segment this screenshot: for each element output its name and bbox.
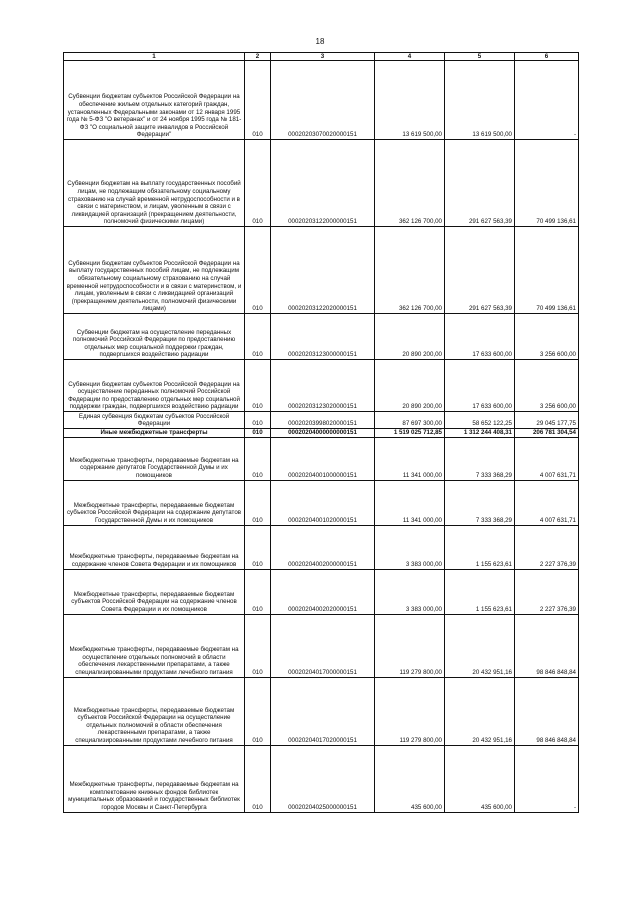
row-line-code: 010	[245, 360, 271, 412]
row-unexecuted-amount: 98 846 848,84	[515, 677, 579, 745]
row-unexecuted-amount: 3 256 600,00	[515, 360, 579, 412]
row-executed-amount: 1 312 244 408,31	[445, 429, 515, 438]
table-row	[64, 227, 579, 314]
row-description: Субвенции бюджетам на выплату государственных пособий лицам, не подлежащим обязательному социальному страхованию на случай временной нетрудоспособности и в связи с материнством, и лицам, уволенным в связи с ликвидацией организаций (прекращением деятельности, полномочий физическими лицами)	[64, 140, 245, 227]
row-budget-classification-code: 00020203123020000151	[271, 360, 375, 412]
row-budget-classification-code: 00020203070020000151	[271, 61, 375, 140]
row-unexecuted-amount: 2 227 376,39	[515, 569, 579, 614]
row-line-code: 010	[245, 437, 271, 480]
row-executed-amount: 17 633 600,00	[445, 360, 515, 412]
row-executed-amount: 1 155 623,61	[445, 525, 515, 569]
row-approved-amount: 362 126 700,00	[375, 140, 445, 227]
table-row	[64, 525, 579, 569]
row-line-code: 010	[245, 677, 271, 745]
table-row	[64, 569, 579, 614]
row-executed-amount: 291 627 563,39	[445, 140, 515, 227]
row-budget-classification-code: 00020203123000000151	[271, 314, 375, 360]
column-header: 6	[515, 53, 579, 61]
row-budget-classification-code: 00020203122020000151	[271, 227, 375, 314]
table-row	[64, 314, 579, 360]
row-budget-classification-code: 00020203122000000151	[271, 140, 375, 227]
page-number: 18	[315, 37, 325, 46]
row-unexecuted-amount: 70 499 136,61	[515, 140, 579, 227]
row-description: Иные межбюджетные трансферты	[64, 429, 245, 438]
row-line-code: 010	[245, 745, 271, 812]
row-description: Межбюджетные трансферты, передаваемые бюджетам на содержание депутатов Государственной Думы и их помощников	[64, 437, 245, 480]
row-budget-classification-code: 00020204002000000151	[271, 525, 375, 569]
row-description: Межбюджетные трансферты, передаваемые бюджетам субъектов Российской Федерации на содержание членов Совета Федерации и их помощников	[64, 569, 245, 614]
row-unexecuted-amount: 98 846 848,84	[515, 614, 579, 677]
row-line-code: 010	[245, 412, 271, 429]
table-row	[64, 437, 579, 480]
table-row	[64, 360, 579, 412]
row-unexecuted-amount: 3 256 600,00	[515, 314, 579, 360]
row-executed-amount: 7 333 368,29	[445, 480, 515, 525]
row-executed-amount: 13 619 500,00	[445, 61, 515, 140]
row-approved-amount: 13 619 500,00	[375, 61, 445, 140]
row-description: Субвенции бюджетам субъектов Российской Федерации на осуществление переданных полномочий Российской Федерации по предоставлению отдельных мер социальной поддержки граждан, подвергшихся воздействию радиации	[64, 360, 245, 412]
row-description: Субвенции бюджетам на осуществление переданных полномочий Российской Федерации по предоставлению отдельных мер социальной поддержки граждан, подвергшихся воздействию радиации	[64, 314, 245, 360]
row-approved-amount: 1 519 025 712,85	[375, 429, 445, 438]
row-line-code: 010	[245, 569, 271, 614]
row-line-code: 010	[245, 480, 271, 525]
row-executed-amount: 20 432 951,16	[445, 614, 515, 677]
table-header-row	[64, 53, 579, 61]
row-unexecuted-amount: -	[515, 61, 579, 140]
column-header: 2	[245, 53, 271, 61]
row-unexecuted-amount: 4 007 631,71	[515, 437, 579, 480]
row-line-code: 010	[245, 61, 271, 140]
row-approved-amount: 362 126 700,00	[375, 227, 445, 314]
table-row	[64, 745, 579, 812]
row-budget-classification-code: 00020204001000000151	[271, 437, 375, 480]
row-budget-classification-code: 00020204017020000151	[271, 677, 375, 745]
row-budget-classification-code: 00020203998020000151	[271, 412, 375, 429]
table-row	[64, 480, 579, 525]
column-header: 4	[375, 53, 445, 61]
row-unexecuted-amount: 29 045 177,75	[515, 412, 579, 429]
row-description: Межбюджетные трансферты, передаваемые бюджетам субъектов Российской Федерации на содержание депутатов Государственной Думы и их помощников	[64, 480, 245, 525]
row-executed-amount: 58 652 122,25	[445, 412, 515, 429]
row-budget-classification-code: 00020204000000000151	[271, 429, 375, 438]
row-budget-classification-code: 00020204025000000151	[271, 745, 375, 812]
row-description: Субвенции бюджетам субъектов Российской Федерации на обеспечение жильем отдельных категорий граждан, установленных Федеральными законами от 12 января 1995 года № 5-ФЗ "О ветеранах" и от 24 ноября 1995 года № 181-ФЗ "О социальной защите инвалидов в Российской Федерации"	[64, 61, 245, 140]
table-row	[64, 412, 579, 429]
row-executed-amount: 435 600,00	[445, 745, 515, 812]
row-executed-amount: 7 333 368,29	[445, 437, 515, 480]
row-line-code: 010	[245, 227, 271, 314]
row-approved-amount: 20 890 200,00	[375, 360, 445, 412]
table-row	[64, 429, 579, 438]
row-budget-classification-code: 00020204002020000151	[271, 569, 375, 614]
row-approved-amount: 20 890 200,00	[375, 314, 445, 360]
row-description: Межбюджетные трансферты, передаваемые бюджетам на комплектование книжных фондов библиотек муниципальных образований и государственных библиотек городов Москвы и Санкт-Петербурга	[64, 745, 245, 812]
row-approved-amount: 119 279 800,00	[375, 677, 445, 745]
row-approved-amount: 119 279 800,00	[375, 614, 445, 677]
row-unexecuted-amount: 206 781 304,54	[515, 429, 579, 438]
column-header: 1	[64, 53, 245, 61]
row-unexecuted-amount: -	[515, 745, 579, 812]
row-approved-amount: 3 383 000,00	[375, 569, 445, 614]
row-line-code: 010	[245, 614, 271, 677]
row-unexecuted-amount: 4 007 631,71	[515, 480, 579, 525]
row-line-code: 010	[245, 140, 271, 227]
budget-execution-table	[63, 52, 579, 813]
row-line-code: 010	[245, 314, 271, 360]
row-description: Межбюджетные трансферты, передаваемые бюджетам на осуществление отдельных полномочий в области обеспечения лекарственными препаратами, а также специализированными продуктами лечебного питания	[64, 614, 245, 677]
row-line-code: 010	[245, 525, 271, 569]
row-description: Субвенции бюджетам субъектов Российской Федерации на выплату государственных пособий лицам, не подлежащим обязательному социальному страхованию на случай временной нетрудоспособности и в связи с материнством, и лицам, уволенным в связи с ликвидацией организаций (прекращением деятельности, полномочий физическими лицами)	[64, 227, 245, 314]
column-header: 5	[445, 53, 515, 61]
table-row	[64, 61, 579, 140]
row-executed-amount: 17 633 600,00	[445, 314, 515, 360]
row-executed-amount: 20 432 951,16	[445, 677, 515, 745]
row-executed-amount: 291 627 563,39	[445, 227, 515, 314]
row-budget-classification-code: 00020204001020000151	[271, 480, 375, 525]
row-approved-amount: 11 341 000,00	[375, 480, 445, 525]
row-description: Межбюджетные трансферты, передаваемые бюджетам на содержание членов Совета Федерации и их помощников	[64, 525, 245, 569]
row-approved-amount: 87 697 300,00	[375, 412, 445, 429]
table-row	[64, 677, 579, 745]
table-row	[64, 614, 579, 677]
column-header: 3	[271, 53, 375, 61]
row-approved-amount: 435 600,00	[375, 745, 445, 812]
row-executed-amount: 1 155 623,61	[445, 569, 515, 614]
row-approved-amount: 11 341 000,00	[375, 437, 445, 480]
row-unexecuted-amount: 2 227 376,39	[515, 525, 579, 569]
row-budget-classification-code: 00020204017000000151	[271, 614, 375, 677]
row-unexecuted-amount: 70 499 136,61	[515, 227, 579, 314]
row-approved-amount: 3 383 000,00	[375, 525, 445, 569]
row-line-code: 010	[245, 429, 271, 438]
table-row	[64, 140, 579, 227]
row-description: Межбюджетные трансферты, передаваемые бюджетам субъектов Российской Федерации на осуществление отдельных полномочий в области обеспечения лекарственными препаратами, а также специализированными продуктами лечебного питания	[64, 677, 245, 745]
row-description: Единая субвенция бюджетам субъектов Российской Федерации	[64, 412, 245, 429]
